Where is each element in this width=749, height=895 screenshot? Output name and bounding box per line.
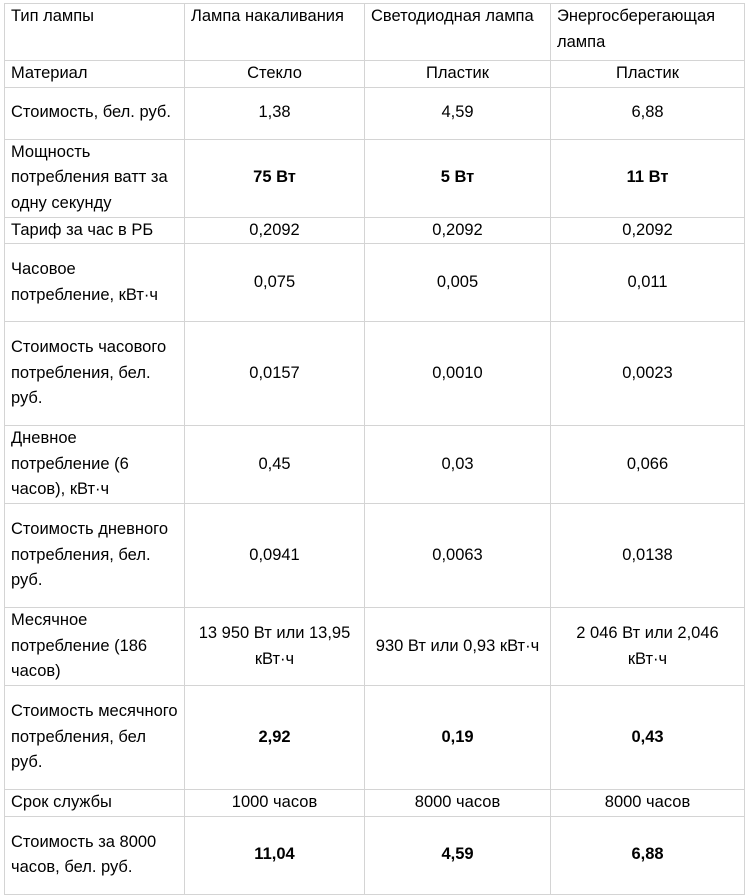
table-row [5, 244, 745, 322]
cell-led: 930 Вт или 0,93 кВт·ч [365, 608, 551, 686]
cell-led: 0,03 [365, 426, 551, 504]
cell-incandescent: 0,0941 [185, 504, 365, 608]
cell-incandescent: 0,0157 [185, 322, 365, 426]
cell-energy-saving: 6,88 [551, 87, 745, 139]
cell-incandescent: 1000 часов [185, 790, 365, 817]
header-cell-type: Тип лампы [5, 4, 185, 61]
row-label: Материал [5, 61, 185, 88]
row-label: Стоимость месячного потребления, бел руб. [5, 686, 185, 790]
cell-incandescent: 2,92 [185, 686, 365, 790]
cell-led: 0,19 [365, 686, 551, 790]
header-cell-led: Светодиодная лампа [365, 4, 551, 61]
cell-energy-saving: 0,0138 [551, 504, 745, 608]
cell-energy-saving: 0,43 [551, 686, 745, 790]
cell-led: 4,59 [365, 816, 551, 894]
row-label: Часовое потребление, кВт·ч [5, 244, 185, 322]
cell-incandescent: 13 950 Вт или 13,95 кВт·ч [185, 608, 365, 686]
cell-led: Пластик [365, 61, 551, 88]
table-row [5, 816, 745, 894]
cell-energy-saving: 8000 часов [551, 790, 745, 817]
cell-incandescent: 0,075 [185, 244, 365, 322]
cell-incandescent: 0,45 [185, 426, 365, 504]
lamp-comparison-table [4, 3, 745, 895]
header-row [5, 4, 745, 61]
cell-led: 8000 часов [365, 790, 551, 817]
cell-energy-saving: 2 046 Вт или 2,046 кВт·ч [551, 608, 745, 686]
table-row [5, 322, 745, 426]
cell-energy-saving: 0,066 [551, 426, 745, 504]
cell-incandescent: 0,2092 [185, 217, 365, 244]
cell-led: 0,2092 [365, 217, 551, 244]
table-row [5, 61, 745, 88]
cell-energy-saving: 0,2092 [551, 217, 745, 244]
cell-led: 0,005 [365, 244, 551, 322]
row-label: Стоимость за 8000 часов, бел. руб. [5, 816, 185, 894]
table-row [5, 87, 745, 139]
cell-energy-saving: Пластик [551, 61, 745, 88]
cell-incandescent: Стекло [185, 61, 365, 88]
table-row [5, 504, 745, 608]
row-label: Дневное потребление (6 часов), кВт·ч [5, 426, 185, 504]
cell-led: 5 Вт [365, 139, 551, 217]
table-row [5, 686, 745, 790]
row-label: Мощность потребления ватт за одну секунду [5, 139, 185, 217]
cell-incandescent: 1,38 [185, 87, 365, 139]
table-row [5, 139, 745, 217]
table-body [5, 61, 745, 895]
cell-energy-saving: 0,0023 [551, 322, 745, 426]
header-cell-incandescent: Лампа накаливания [185, 4, 365, 61]
table-row [5, 608, 745, 686]
cell-energy-saving: 11 Вт [551, 139, 745, 217]
cell-energy-saving: 0,011 [551, 244, 745, 322]
row-label: Стоимость дневного потребления, бел. руб. [5, 504, 185, 608]
row-label: Тариф за час в РБ [5, 217, 185, 244]
row-label: Стоимость, бел. руб. [5, 87, 185, 139]
table-row [5, 790, 745, 817]
table-row [5, 426, 745, 504]
row-label: Срок службы [5, 790, 185, 817]
row-label: Стоимость часового потребления, бел. руб. [5, 322, 185, 426]
cell-led: 0,0010 [365, 322, 551, 426]
table-row [5, 217, 745, 244]
cell-incandescent: 75 Вт [185, 139, 365, 217]
cell-incandescent: 11,04 [185, 816, 365, 894]
cell-led: 0,0063 [365, 504, 551, 608]
cell-energy-saving: 6,88 [551, 816, 745, 894]
cell-led: 4,59 [365, 87, 551, 139]
header-cell-energy-saving: Энергосберегающая лампа [551, 4, 745, 61]
row-label: Месячное потребление (186 часов) [5, 608, 185, 686]
